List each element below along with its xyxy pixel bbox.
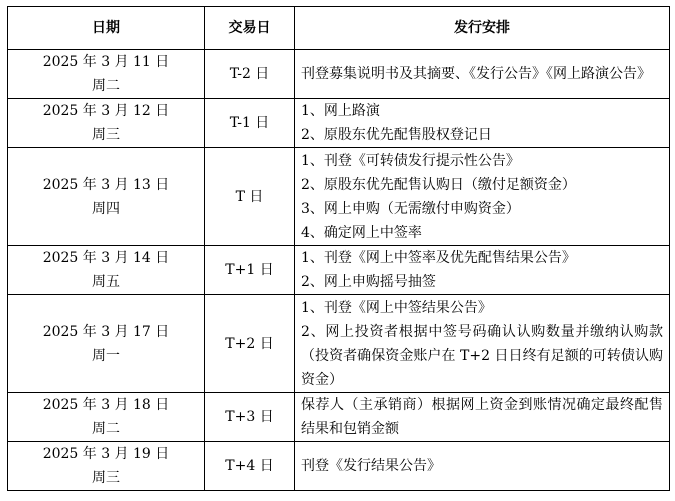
header-date: 日期 [8,7,205,50]
header-arrangement: 发行安排 [295,7,670,50]
date-text: 2025 年 3 月 18 日 [42,397,170,413]
arrangement-cell [295,50,670,99]
date-text: 2025 年 3 月 12 日 [42,103,170,119]
weekday-text: 周一 [92,347,120,364]
table-row [8,295,670,393]
date-text: 2025 年 3 月 17 日 [42,323,170,340]
arrangement-cell [295,246,670,295]
table-row [8,99,670,148]
arrangement-cell [295,99,670,148]
arrangement-cell [295,442,670,491]
date-text: 2025 年 3 月 11 日 [42,54,170,70]
weekday-text: 周三 [92,470,120,486]
date-cell [8,442,205,491]
arrangement-item: 1、网上路演 [301,103,380,119]
weekday-text: 周二 [92,78,120,94]
trading-day-cell: T-1 日 [205,99,295,148]
issuance-schedule-table [7,6,670,491]
arrangement-item: 1、刊登《网上中签率及优先配售结果公告》 [301,250,576,266]
weekday-text: 周五 [92,274,120,290]
header-row [8,7,670,50]
trading-day-cell: T-2 日 [205,50,295,99]
weekday-text: 周二 [92,421,120,437]
table-row [8,246,670,295]
arrangement-item: 2、网上申购摇号抽签 [301,274,436,290]
arrangement-item: 刊登《发行结果公告》 [301,458,441,474]
arrangement-item: 2、网上投资者根据中签号码确认认购数量并缴纳认购款（投资者确保资金账户在 T+2 日日终有足额的可转债认购资金） [301,323,663,388]
arrangement-item: 1、刊登《可转债发行提示性公告》 [301,152,520,169]
trading-day-cell: T+1 日 [205,246,295,295]
weekday-text: 周四 [92,200,120,217]
arrangement-item: 1、刊登《网上中签结果公告》 [301,299,492,316]
arrangement-item: 3、网上申购（无需缴付申购资金） [301,200,520,217]
table-row [8,148,670,246]
date-cell [8,246,205,295]
date-cell [8,295,205,393]
date-cell [8,393,205,442]
table-row [8,442,670,491]
date-text: 2025 年 3 月 14 日 [42,250,170,266]
arrangement-cell [295,148,670,246]
table-row [8,393,670,442]
trading-day-cell: T+2 日 [205,295,295,393]
date-cell [8,148,205,246]
arrangement-item: 2、原股东优先配售认购日（缴付足额资金） [301,176,576,193]
table-row [8,50,670,99]
weekday-text: 周三 [92,127,120,143]
date-cell [8,50,205,99]
trading-day-cell: T 日 [205,148,295,246]
trading-day-cell: T+4 日 [205,442,295,491]
arrangement-cell [295,295,670,393]
arrangement-item: 保荐人（主承销商）根据网上资金到账情况确定最终配售结果和包销金额 [301,397,663,437]
arrangement-item: 4、确定网上中签率 [301,224,422,241]
date-text: 2025 年 3 月 19 日 [42,446,170,462]
date-text: 2025 年 3 月 13 日 [42,176,170,193]
header-trading-day: 交易日 [205,7,295,50]
date-cell [8,99,205,148]
trading-day-cell: T+3 日 [205,393,295,442]
arrangement-item: 刊登募集说明书及其摘要、《发行公告》《网上路演公告》 [301,66,651,82]
arrangement-cell [295,393,670,442]
arrangement-item: 2、原股东优先配售股权登记日 [301,127,492,143]
